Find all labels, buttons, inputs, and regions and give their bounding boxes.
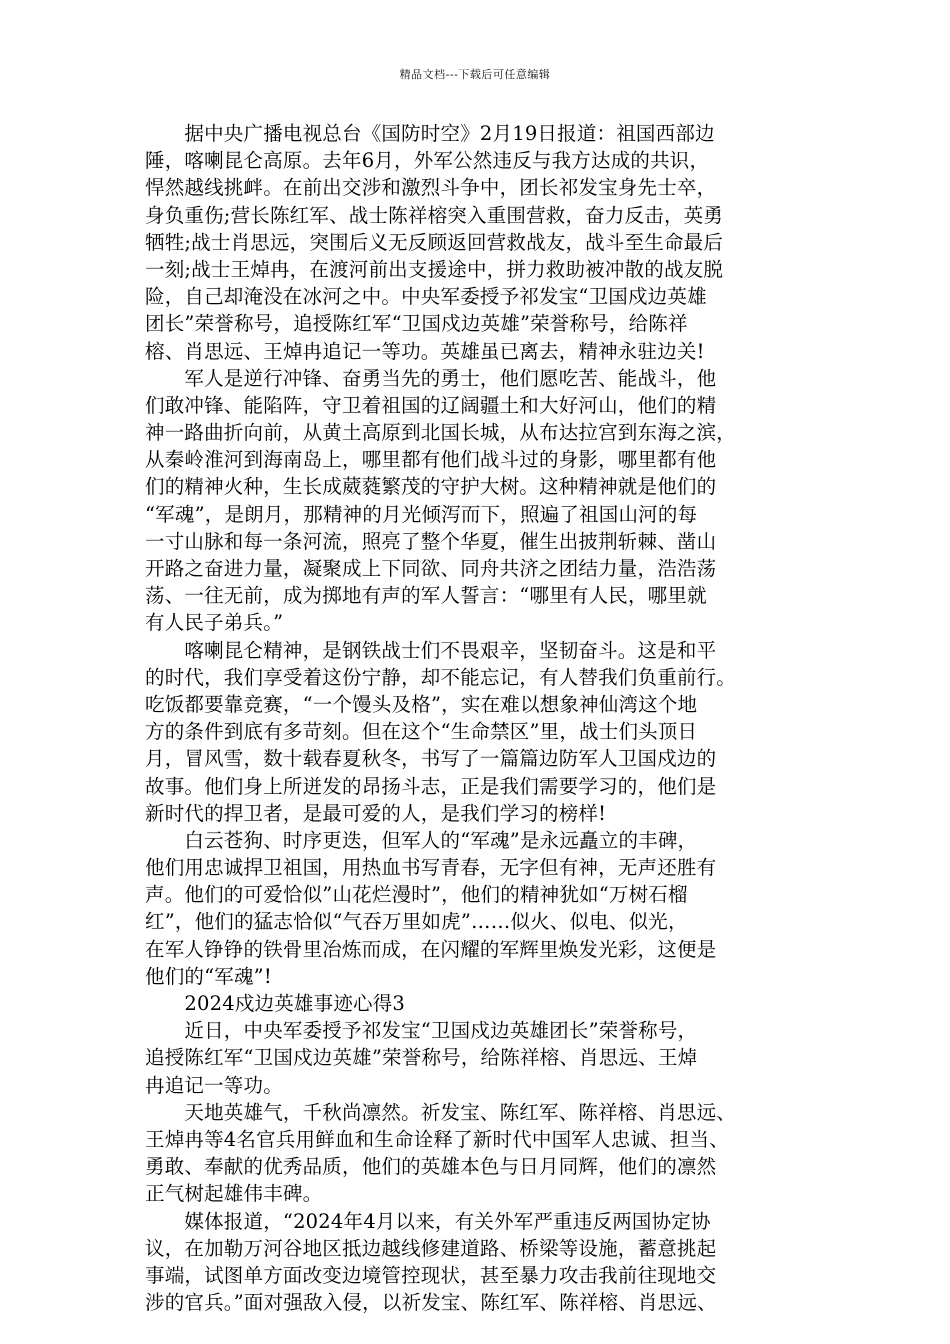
text-line: 在军人铮铮的铁骨里冶炼而成，在闪耀的军辉里焕发光彩，这便是 — [145, 937, 717, 961]
document-body — [145, 120, 810, 1316]
text-line: 们的精神火种，生长成葳蕤繁茂的守护大树。这种精神就是他们的 — [145, 475, 717, 499]
text-line: 新时代的捍卫者，是最可爱的人，是我们学习的榜样! — [145, 801, 607, 825]
text-line: 有人民子弟兵。” — [145, 611, 284, 635]
text-line: 一刻;战士王焯冉，在渡河前出支援途中，拼力救助被冲散的战友脱 — [145, 257, 724, 281]
text-line: 媒体报道，“2024年4月以来，有关外军严重违反两国协定协 — [145, 1209, 711, 1233]
text-line: 近日，中央军委授予祁发宝“卫国戍边英雄团长”荣誉称号， — [145, 1019, 698, 1043]
text-line: 声。他们的可爱恰似”山花烂漫时”，他们的精神犹如“万树石榴 — [145, 883, 688, 907]
text-line: 追授陈红军“卫国戍边英雄”荣誉称号，给陈祥榕、肖思远、王焯 — [145, 1046, 698, 1070]
text-line: 故事。他们身上所迸发的昂扬斗志，正是我们需要学习的，他们是 — [145, 774, 717, 798]
text-line: 喀喇昆仑精神，是钢铁战士们不畏艰辛，坚韧奋斗。这是和平 — [145, 638, 717, 662]
text-line: 们敢冲锋、能陷阵，守卫着祖国的辽阔疆土和大好河山，他们的精 — [145, 393, 717, 417]
text-line: 身负重伤;营长陈红军、战士陈祥榕突入重围营救，奋力反击，英勇 — [145, 203, 724, 227]
text-line: 冉追记一等功。 — [145, 1073, 283, 1097]
text-line: 方的条件到底有多苛刻。但在这个“生命禁区”里，战士们头顶日 — [145, 720, 698, 744]
text-line: 神一路曲折向前，从黄土高原到北国长城，从布达拉宫到东海之滨， — [145, 421, 737, 445]
text-line: 议，在加勒万河谷地区抵边越线修建道路、桥梁等设施，蓄意挑起 — [145, 1236, 717, 1260]
text-line: 开路之奋进力量，凝聚成上下同欲、同舟共济之团结力量，浩浩荡 — [145, 557, 717, 580]
text-line: 牺牲;战士肖思远，突围后义无反顾返回营救战友，战斗至生命最后 — [145, 230, 724, 254]
text-line: 月，冒风雪，数十载春夏秋冬，书写了一篇篇边防军人卫国戍边的 — [145, 747, 717, 771]
text-line: 一寸山脉和每一条河流，照亮了整个华夏，催生出披荆斩棘、凿山 — [145, 529, 717, 553]
text-line: 天地英雄气，千秋尚凛然。祈发宝、陈红军、陈祥榕、肖思远、 — [145, 1100, 737, 1124]
text-line: 事端，试图单方面改变边境管控现状，甚至暴力攻击我前往现地交 — [145, 1263, 717, 1287]
text-line: 团长”荣誉称号，追授陈红军“卫国戍边英雄”荣誉称号，给陈祥 — [145, 312, 688, 336]
text-line: 的时代，我们享受着这份宁静，却不能忘记，有人替我们负重前行。 — [145, 665, 737, 689]
page-header: 精品文档---下载后可任意编辑 — [399, 68, 551, 81]
text-line: 涉的官兵。”面对强敌入侵，以祈发宝、陈红军、陈祥榕、肖思远、 — [145, 1291, 717, 1315]
text-line: 红”，他们的猛志恰似“气吞万里如虎”……似火、似电、似光， — [145, 910, 688, 934]
text-line: 王焯冉等4名官兵用鲜血和生命诠释了新时代中国军人忠诚、担当、 — [145, 1127, 729, 1151]
text-line: 榕、肖思远、王焯冉追记一等功。英雄虽已离去，精神永驻边关! — [145, 339, 705, 363]
text-line: 他们用忠诚捍卫祖国，用热血书写青春，无字但有神，无声还胜有 — [145, 856, 717, 880]
text-line: 勇敢、奉献的优秀品质，他们的英雄本色与日月同辉，他们的凛然 — [145, 1155, 717, 1179]
text-line: 荡、一往无前，成为掷地有声的军人誓言：“哪里有人民，哪里就 — [145, 584, 707, 608]
text-line: 从秦岭淮河到海南岛上，哪里都有他们战斗过的身影，哪里都有他 — [145, 448, 717, 472]
text-line: 吃饭都要靠竞赛，“一个馒头及格”，实在难以想象神仙湾这个地 — [145, 692, 698, 716]
text-line: 2024戍边英雄事迹心得3 — [145, 992, 406, 1015]
text-line: 险，自己却淹没在冰河之中。中央军委授予祁发宝“卫国戍边英雄 — [145, 285, 707, 309]
text-line: 据中央广播电视总台《国防时空》2月19日报道：祖国西部边 — [145, 122, 715, 145]
text-line: 军人是逆行冲锋、奋勇当先的勇士，他们愿吃苦、能战斗，他 — [145, 366, 717, 390]
text-line: 白云苍狗、时序更迭，但军人的“军魂”是永远矗立的丰碑， — [145, 828, 698, 852]
text-line: 陲，喀喇昆仑高原。去年6月，外军公然违反与我方达成的共识， — [145, 149, 710, 173]
text-line: 悍然越线挑衅。在前出交涉和激烈斗争中，团长祁发宝身先士卒， — [145, 176, 717, 200]
text-line: “军魂”，是朗月，那精神的月光倾泻而下，照遍了祖国山河的每 — [145, 502, 698, 526]
text-line: 他们的“军魂”! — [145, 964, 272, 988]
text-line: 正气树起雄伟丰碑。 — [145, 1182, 323, 1206]
